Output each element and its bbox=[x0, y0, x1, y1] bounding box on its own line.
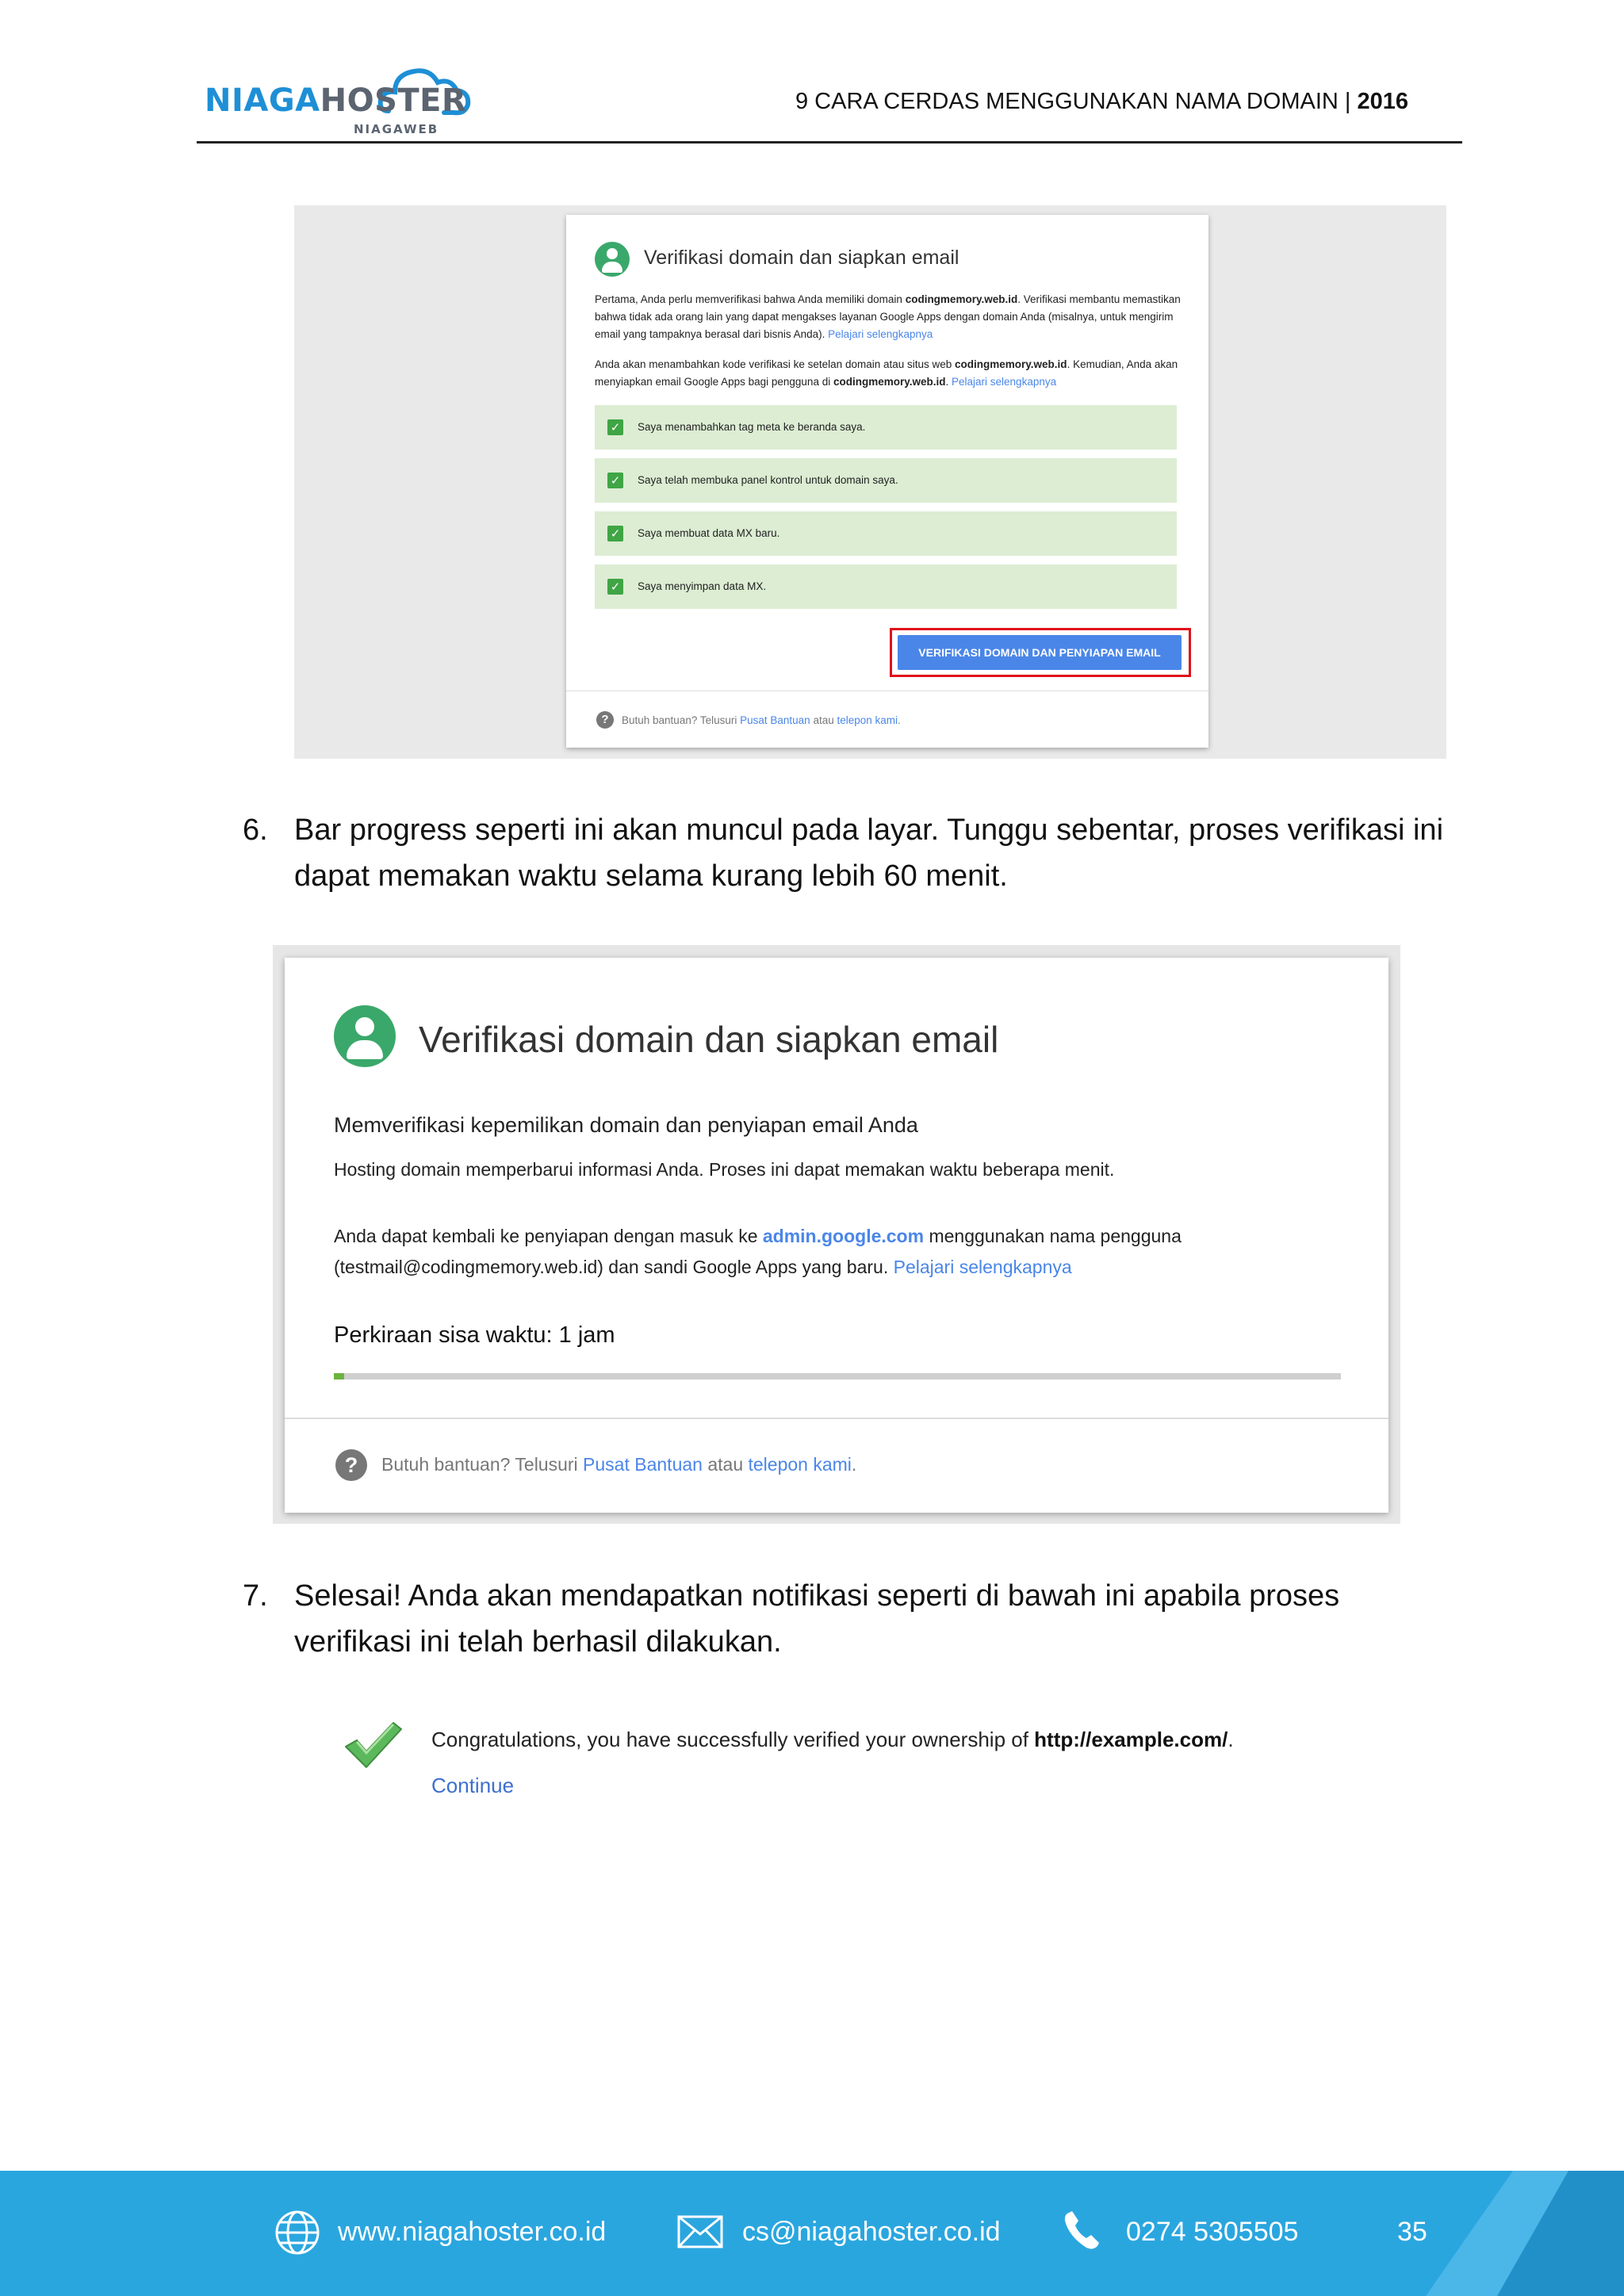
success-message: Congratulations, you have successfully verified your ownership of http://example.com/. bbox=[431, 1728, 1234, 1751]
screenshot-verification-form bbox=[294, 205, 1446, 759]
progress-bar-fill bbox=[334, 1373, 344, 1380]
intro-paragraph: Pertama, Anda perlu memverifikasi bahwa Anda memiliki domain codingmemory.web.id. Verifikasi membantu memastikan bahwa tidak ada orang lain yang dapat mengakses layanan Google Apps dengan domain Anda (misalnya, untuk mengirim email yang tampaknya berasal dari bisnis Anda). Pelajari selengkapnya bbox=[595, 293, 1181, 340]
globe-icon bbox=[274, 2210, 320, 2256]
progress-card bbox=[285, 958, 1388, 1513]
continue-link[interactable]: Continue bbox=[431, 1774, 515, 1797]
help-text: Butuh bantuan? Telusuri Pusat Bantuan atau telepon kami. bbox=[381, 1454, 857, 1475]
envelope-icon bbox=[677, 2215, 723, 2248]
step-text: Selesai! Anda akan mendapatkan notifikasi seperti di bawah ini apabila proses verifikasi ini telah berhasil dilakukan. bbox=[294, 1579, 1340, 1659]
verification-card bbox=[566, 215, 1208, 748]
step-number: 6. bbox=[243, 813, 268, 847]
card-title: Verifikasi domain dan siapkan email bbox=[644, 247, 959, 269]
logo-subtitle: NIAGAWEB bbox=[354, 122, 439, 136]
help-center-link[interactable]: Pusat Bantuan bbox=[583, 1454, 703, 1475]
return-paragraph: Anda dapat kembali ke penyiapan dengan masuk ke admin.google.com menggunakan nama pengguna (testmail@codingmemory.web.id) dan sandi Google Apps yang baru. Pelajari selengkapnya bbox=[334, 1226, 1182, 1277]
help-center-link[interactable]: Pusat Bantuan bbox=[740, 714, 810, 726]
checklist-item[interactable]: ✓ Saya menyimpan data MX. bbox=[595, 564, 1177, 609]
footer-website[interactable]: www.niagahoster.co.id bbox=[338, 2217, 607, 2247]
help-icon: ? bbox=[596, 711, 614, 729]
learn-more-link[interactable]: Pelajari selengkapnya bbox=[952, 376, 1057, 388]
user-avatar-icon bbox=[334, 1005, 396, 1067]
highlight-box bbox=[890, 628, 1191, 677]
step-number: 7. bbox=[243, 1579, 268, 1613]
niagahoster-logo bbox=[205, 59, 474, 136]
time-remaining: Perkiraan sisa waktu: 1 jam bbox=[334, 1322, 615, 1348]
checkbox-checked-icon[interactable]: ✓ bbox=[607, 419, 623, 435]
footer-email[interactable]: cs@niagahoster.co.id bbox=[742, 2217, 1001, 2247]
logo-wordmark: NIAGAHOSTER bbox=[205, 82, 467, 119]
divider bbox=[285, 1418, 1388, 1419]
user-avatar-icon bbox=[595, 242, 630, 277]
step-text: Bar progress seperti ini akan muncul pada layar. Tunggu sebentar, proses verifikasi ini dapat memakan waktu selama kurang lebih 60 menit. bbox=[294, 813, 1444, 893]
footer-decoration bbox=[1418, 2171, 1624, 2296]
checklist-item[interactable]: ✓ Saya telah membuka panel kontrol untuk domain saya. bbox=[595, 458, 1177, 503]
header-divider bbox=[197, 141, 1462, 144]
help-text: Butuh bantuan? Telusuri Pusat Bantuan atau telepon kami. bbox=[622, 714, 901, 726]
screenshot-success bbox=[341, 1716, 1372, 1820]
verify-domain-button[interactable]: VERIFIKASI DOMAIN DAN PENYIAPAN EMAIL bbox=[898, 635, 1182, 670]
instructions-paragraph: Anda akan menambahkan kode verifikasi ke setelan domain atau situs web codingmemory.web.id. Kemudian, Anda akan menyiapkan email Google Apps bagi pengguna di codingmemory.web.id. Pelajari selengkapnya bbox=[595, 358, 1178, 388]
success-checkmark-icon bbox=[341, 1718, 404, 1774]
footer bbox=[0, 2171, 1624, 2296]
document-title: 9 CARA CERDAS MENGGUNAKAN NAMA DOMAIN | 2016 bbox=[795, 89, 1408, 114]
help-icon: ? bbox=[335, 1449, 367, 1481]
admin-console-link[interactable]: admin.google.com bbox=[762, 1226, 925, 1246]
checklist-item[interactable]: ✓ Saya membuat data MX baru. bbox=[595, 511, 1177, 556]
checkbox-checked-icon[interactable]: ✓ bbox=[607, 579, 623, 595]
learn-more-link[interactable]: Pelajari selengkapnya bbox=[893, 1257, 1072, 1277]
checklist-item[interactable]: ✓ Saya menambahkan tag meta ke beranda saya. bbox=[595, 405, 1177, 450]
status-paragraph: Hosting domain memperbarui informasi Anda. Proses ini dapat memakan waktu beberapa menit. bbox=[334, 1159, 1115, 1180]
call-us-link[interactable]: telepon kami bbox=[837, 714, 898, 726]
phone-icon bbox=[1063, 2210, 1102, 2251]
footer-phone[interactable]: 0274 5305505 bbox=[1126, 2217, 1299, 2247]
checkbox-checked-icon[interactable]: ✓ bbox=[607, 473, 623, 488]
page-number: 35 bbox=[1397, 2217, 1427, 2247]
card-title: Verifikasi domain dan siapkan email bbox=[419, 1019, 999, 1060]
progress-bar bbox=[334, 1373, 1341, 1380]
checkbox-checked-icon[interactable]: ✓ bbox=[607, 526, 623, 541]
call-us-link[interactable]: telepon kami bbox=[748, 1454, 852, 1475]
screenshot-progress bbox=[273, 945, 1400, 1524]
learn-more-link[interactable]: Pelajari selengkapnya bbox=[828, 328, 933, 340]
card-subtitle: Memverifikasi kepemilikan domain dan penyiapan email Anda bbox=[334, 1113, 918, 1137]
